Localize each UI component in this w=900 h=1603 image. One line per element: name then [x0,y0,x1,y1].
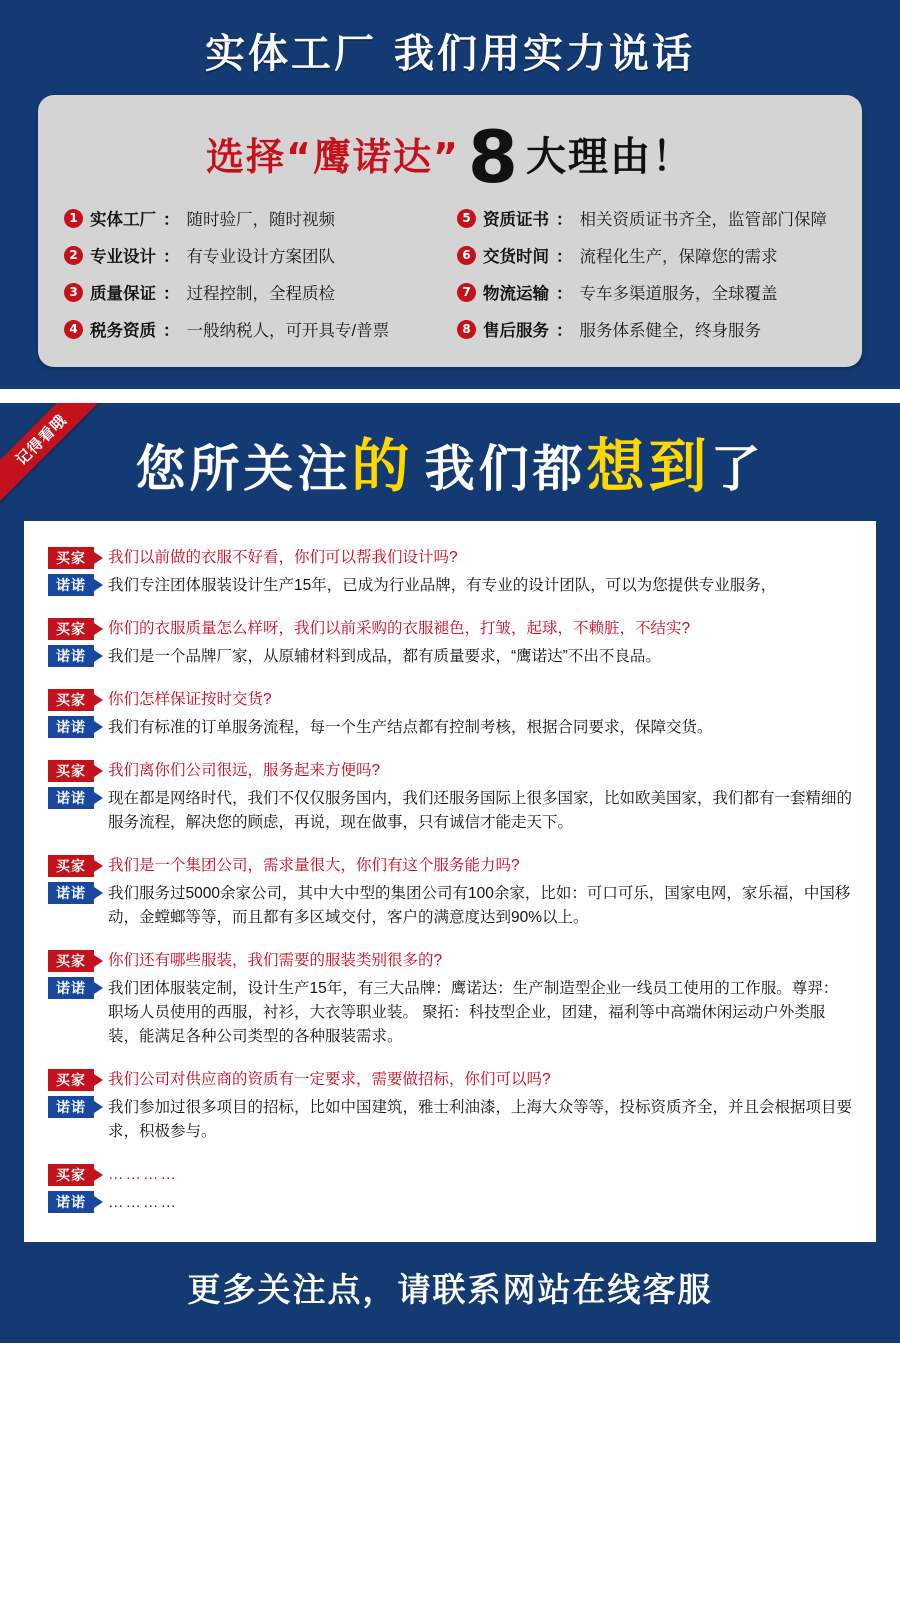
answer-tag-label: 诺诺 [56,790,86,807]
qa-answer-row [48,787,852,835]
qa-card [24,521,876,1242]
qa-question-text: 我们公司对供应商的资质有一定要求，需要做招标，你们可以吗? [108,1071,551,1089]
reason-colon: ： [163,211,180,230]
reason-title: 税务资质 [90,322,156,341]
qa-title-part2: 的 [351,432,414,501]
qa-answer-row [48,716,852,740]
qa-answer-row [48,977,852,1049]
qa-section [0,403,900,1337]
qa-block [48,950,852,1049]
qa-question-text: 我们是一个集团公司，需求量很大，你们有这个服务能力吗? [108,857,520,875]
qa-title [0,403,900,521]
headline-suffix: 大理由！ [526,134,695,181]
reason-title: 物流运输 [483,285,549,304]
reason-colon: ： [556,248,573,267]
headline-number: 8 [467,115,519,199]
buyer-tag-label: 买家 [56,858,86,875]
qa-answer-row [48,645,852,669]
qa-answer-text: ………… [108,1194,178,1212]
buyer-tag [48,760,94,782]
reason-item [457,280,836,304]
reason-title: 专业设计 [90,248,156,267]
answer-tag [48,716,94,738]
reason-desc: 过程控制，全程质检 [186,285,335,304]
reason-item [64,206,443,230]
answer-tag-label: 诺诺 [56,648,86,665]
answer-tag-label: 诺诺 [56,980,86,997]
qa-block [48,760,852,835]
qa-question-text: 你们的衣服质量怎么样呀，我们以前采购的衣服褪色，打皱，起球，不赖脏，不结实? [108,620,691,638]
qa-answer-text: 我们参加过很多项目的招标，比如中国建筑，雅士利油漆，上海大众等等，投标资质齐全，并且会根据项目要求，积极参与。 [108,1099,853,1141]
buyer-tag-label: 买家 [56,763,86,780]
qa-question-text: 你们怎样保证按时交货? [108,691,272,709]
buyer-tag [48,689,94,711]
buyer-tag-label: 买家 [56,692,86,709]
qa-answer-text: 我们是一个品牌厂家，从原辅材料到成品，都有质量要求，“鹰诺达”不出不良品。 [108,648,661,666]
reason-desc: 一般纳税人，可开具专/普票 [186,322,390,341]
answer-tag-label: 诺诺 [56,885,86,902]
answer-tag [48,977,94,999]
reason-title: 资质证书 [483,211,549,230]
answer-tag [48,1096,94,1118]
reason-number-badge: 7 [457,283,476,302]
buyer-tag [48,950,94,972]
qa-block [48,1069,852,1144]
qa-question-row [48,618,852,640]
reason-title: 实体工厂 [90,211,156,230]
buyer-tag [48,547,94,569]
answer-tag [48,1191,94,1213]
answer-tag-label: 诺诺 [56,1194,86,1211]
reason-colon: ： [556,211,573,230]
reason-desc: 服务体系健全，终身服务 [579,322,761,341]
reason-number-badge: 4 [64,320,83,339]
reason-number-badge: 1 [64,209,83,228]
qa-question-text: 你们还有哪些服装，我们需要的服装类别很多的? [108,952,443,970]
qa-title-part5: 了 [710,440,765,499]
headline-brand: 选择“鹰诺达” [205,135,460,180]
qa-question-row [48,689,852,711]
reason-desc: 有专业设计方案团队 [186,248,335,267]
banner-title: 实体工厂 我们用实力说话 [205,31,695,77]
qa-block [48,618,852,669]
reason-desc: 相关资质证书齐全，监管部门保障 [579,211,827,230]
buyer-tag-label: 买家 [56,621,86,638]
reason-number-badge: 2 [64,246,83,265]
reason-colon: ： [163,248,180,267]
qa-answer-text: 我们有标准的订单服务流程，每一个生产结点都有控制考核，根据合同要求，保障交货。 [108,719,713,737]
reason-item [64,317,443,341]
buyer-tag [48,1069,94,1091]
reason-desc: 随时验厂，随时视频 [186,211,335,230]
buyer-tag-label: 买家 [56,1167,86,1184]
qa-question-text: 我们以前做的衣服不好看，你们可以帮我们设计吗? [108,549,458,567]
buyer-tag [48,855,94,877]
buyer-tag [48,618,94,640]
qa-question-row [48,760,852,782]
buyer-tag-label: 买家 [56,1072,86,1089]
qa-question-row [48,547,852,569]
qa-question-row [48,950,852,972]
qa-answer-text: 我们团体服装定制，设计生产15年，有三大品牌：鹰诺达：生产制造型企业一线员工使用的工作服。尊羿：职场人员使用的西服，衬衫，大衣等职业装。 聚拓：科技型企业，团建，福利等中高端休闲运动户外类服装，能满足各种公司类型的各种服装需求。 [108,980,839,1046]
answer-tag [48,574,94,596]
reason-title: 交货时间 [483,248,549,267]
bottom-strip [0,1337,900,1343]
reason-number-badge: 8 [457,320,476,339]
qa-question-row [48,1069,852,1091]
qa-title-part4: 想到 [586,432,711,501]
reason-colon: ： [163,285,180,304]
answer-tag [48,882,94,904]
qa-title-part3: 我们都 [424,440,587,499]
qa-question-row [48,855,852,877]
reason-item [457,317,836,341]
reason-colon: ： [163,322,180,341]
reasons-headline [64,113,836,206]
reason-item [64,280,443,304]
reason-desc: 流程化生产，保障您的需求 [579,248,778,267]
reasons-card [38,95,862,367]
answer-tag-label: 诺诺 [56,577,86,594]
reason-item [457,243,836,267]
qa-footer-text: 更多关注点，请联系网站在线客服 [187,1270,713,1310]
reason-item [64,243,443,267]
reason-desc: 专车多渠道服务，全球覆盖 [579,285,778,304]
reasons-grid [64,206,836,341]
buyer-tag-label: 买家 [56,953,86,970]
qa-answer-row [48,882,852,930]
buyer-tag-label: 买家 [56,550,86,567]
answer-tag [48,787,94,809]
qa-block [48,547,852,598]
answer-tag-label: 诺诺 [56,1099,86,1116]
qa-block [48,689,852,740]
reason-title: 质量保证 [90,285,156,304]
qa-answer-row [48,1191,852,1215]
qa-question-text: ………… [108,1166,178,1184]
reason-item [457,206,836,230]
qa-answer-text: 我们专注团体服装设计生产15年，已成为行业品牌，有专业的设计团队，可以为您提供专业服务， [108,577,777,595]
buyer-tag [48,1164,94,1186]
qa-answer-row [48,574,852,598]
qa-title-part1: 您所关注 [135,440,352,499]
corner-ribbon: 记得看哦 [0,403,104,503]
reason-number-badge: 5 [457,209,476,228]
reason-title: 售后服务 [483,322,549,341]
qa-question-text: 我们离你们公司很远，服务起来方便吗? [108,762,381,780]
reason-number-badge: 6 [457,246,476,265]
answer-tag [48,645,94,667]
qa-answer-text: 现在都是网络时代，我们不仅仅服务国内，我们还服务国际上很多国家，比如欧美国家，我们都有一套精细的服务流程，解决您的顾虑，再说，现在做事，只有诚信才能走天下。 [108,790,853,832]
answer-tag-label: 诺诺 [56,719,86,736]
reason-colon: ： [556,322,573,341]
reason-number-badge: 3 [64,283,83,302]
qa-answer-text: 我们服务过5000余家公司，其中大中型的集团公司有100余家，比如：可口可乐，国家电网，家乐福，中国移动，金螳螂等等，而且都有多区域交付，客户的满意度达到90%以上。 [108,885,851,927]
qa-block [48,855,852,930]
reason-colon: ： [556,285,573,304]
section-divider [0,389,900,403]
qa-block [48,1164,852,1215]
reasons-section [0,0,900,389]
qa-answer-row [48,1096,852,1144]
qa-question-row [48,1164,852,1186]
